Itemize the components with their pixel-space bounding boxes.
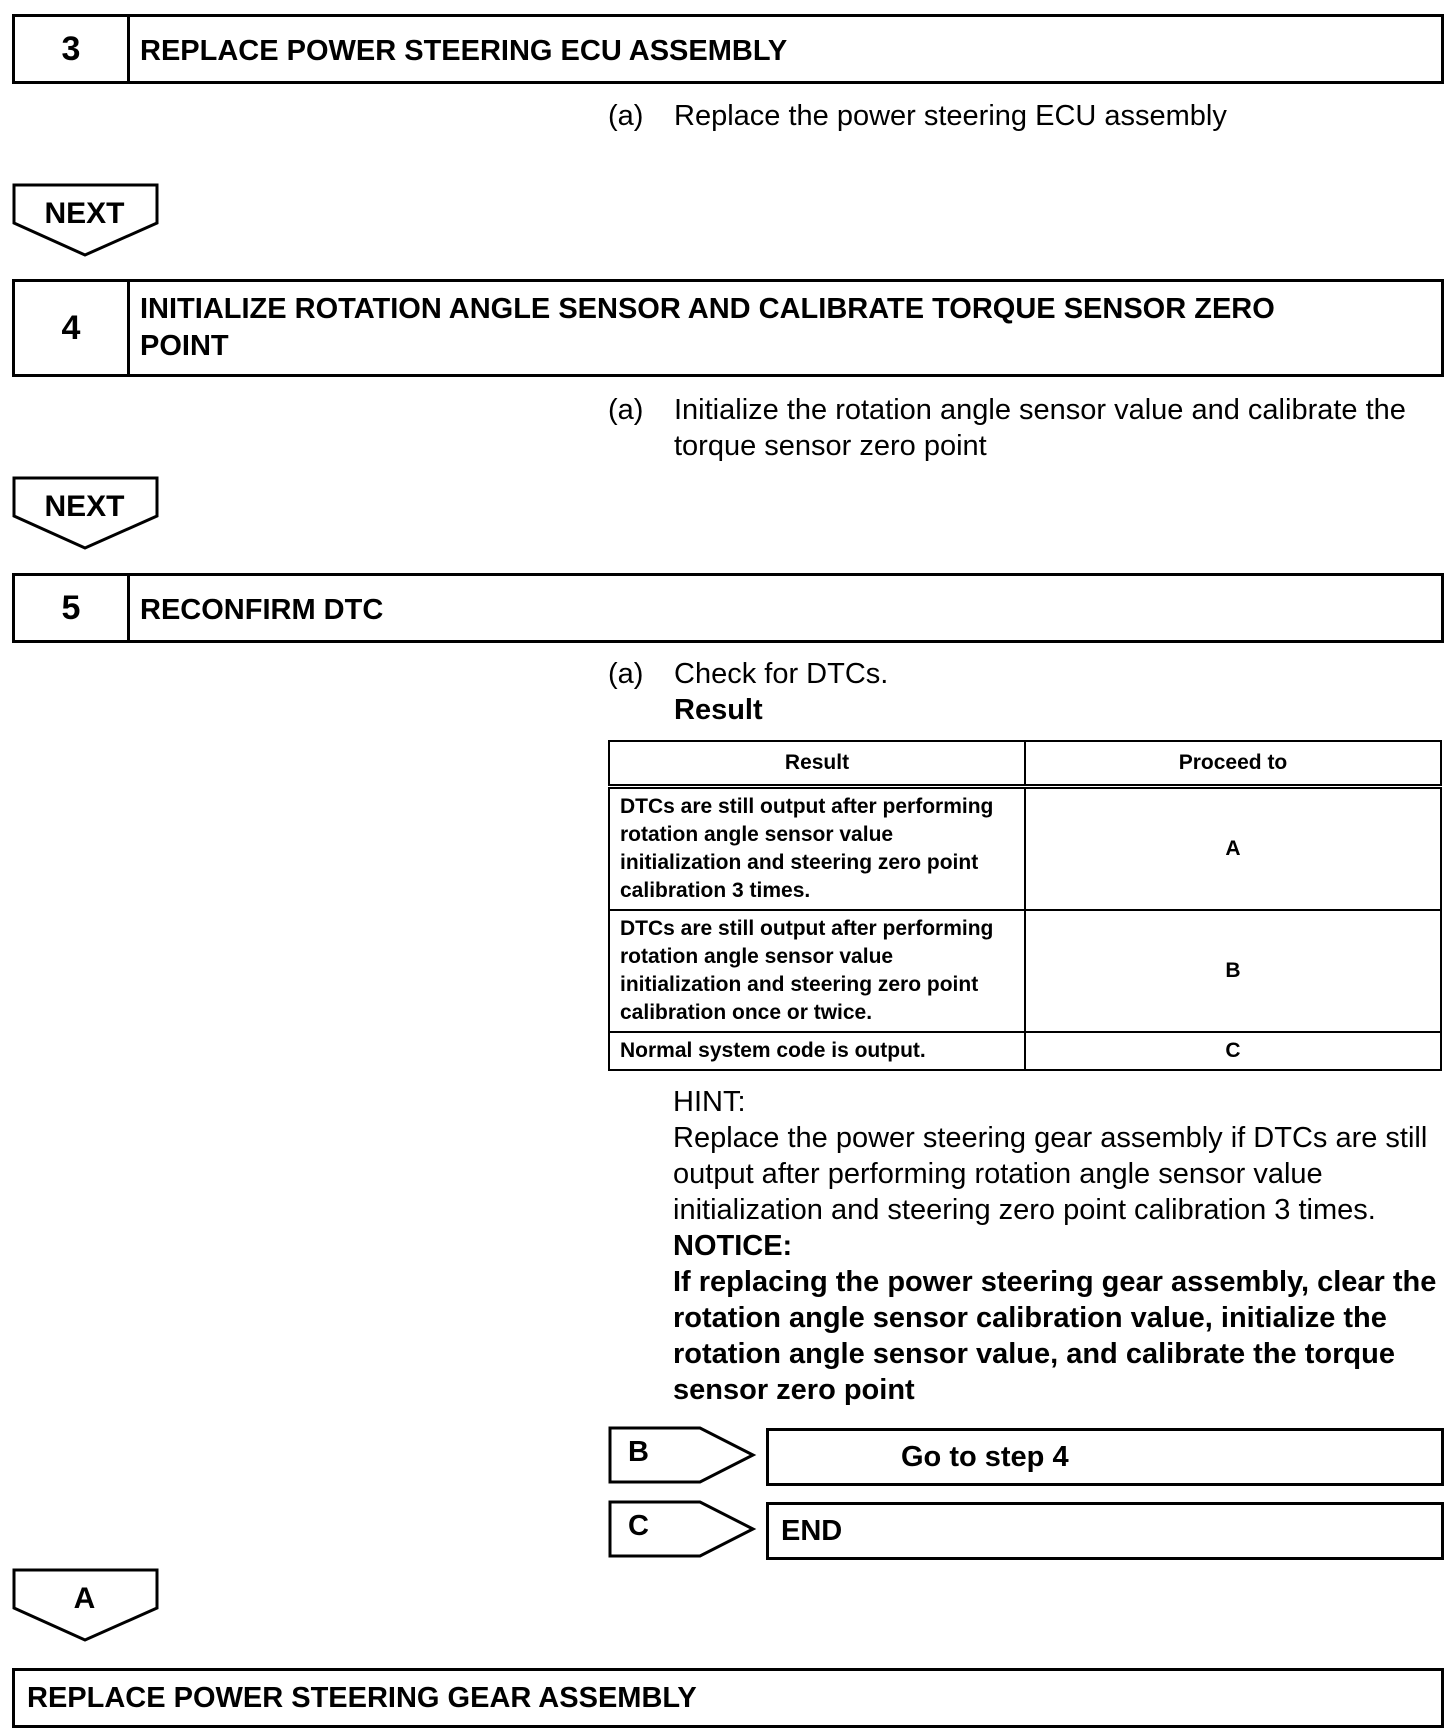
step-5-item-a bbox=[608, 656, 1448, 728]
next-label: NEXT bbox=[44, 197, 125, 230]
step-number: 5 bbox=[15, 576, 130, 640]
branch-action: END bbox=[781, 1514, 843, 1547]
branch-code: B bbox=[628, 1436, 649, 1468]
result-cell: DTCs are still output after performing rotation angle sensor value initialization and steering zero point calibration 3 times. bbox=[609, 787, 1025, 911]
hint-label: HINT: bbox=[673, 1086, 746, 1118]
item-label: (a) bbox=[608, 394, 644, 426]
result-cell: DTCs are still output after performing rotation angle sensor value initialization and steering zero point calibration once or twice. bbox=[609, 910, 1025, 1032]
result-table bbox=[608, 740, 1442, 1071]
branch-b-action bbox=[766, 1428, 1444, 1486]
item-label: (a) bbox=[608, 658, 644, 690]
a-marker bbox=[12, 1568, 162, 1648]
step-3-header bbox=[12, 14, 1444, 84]
result-heading: Result bbox=[674, 694, 763, 726]
notice-label: NOTICE: bbox=[673, 1230, 793, 1262]
step-4-item-a bbox=[608, 392, 1448, 464]
result-table-wrap bbox=[608, 740, 1442, 1071]
final-step-header bbox=[12, 1668, 1444, 1728]
proceed-cell: C bbox=[1025, 1032, 1441, 1070]
notice-text: If replacing the power steering gear assembly, clear the rotation angle sensor calibration value, initialize the rotation angle sensor value, and calibrate the torque sensor zero point bbox=[673, 1266, 1437, 1406]
table-header-row bbox=[609, 741, 1441, 787]
step-4-header bbox=[12, 279, 1444, 377]
hint-block bbox=[673, 1084, 1453, 1408]
table-row bbox=[609, 787, 1441, 911]
step-5-header bbox=[12, 573, 1444, 643]
next-marker-2 bbox=[12, 476, 162, 556]
step-title: RECONFIRM DTC bbox=[140, 594, 384, 626]
result-cell: Normal system code is output. bbox=[609, 1032, 1025, 1070]
hint-text: Replace the power steering gear assembly if DTCs are still output after performing rotation angle sensor value initialization and steering zero point calibration 3 times. bbox=[673, 1122, 1428, 1226]
step-3-item-a bbox=[608, 98, 1448, 134]
step-title: REPLACE POWER STEERING ECU ASSEMBLY bbox=[140, 35, 788, 67]
item-label: (a) bbox=[608, 100, 644, 132]
branch-code: C bbox=[628, 1510, 649, 1542]
branch-b-marker bbox=[608, 1426, 758, 1486]
table-row bbox=[609, 910, 1441, 1032]
column-header-proceed: Proceed to bbox=[1025, 741, 1441, 787]
column-header-result: Result bbox=[609, 741, 1025, 787]
proceed-cell: B bbox=[1025, 910, 1441, 1032]
step-number: 3 bbox=[15, 17, 130, 81]
item-text: Initialize the rotation angle sensor value and calibrate the torque sensor zero point bbox=[674, 394, 1406, 462]
final-step-title: REPLACE POWER STEERING GEAR ASSEMBLY bbox=[27, 1681, 697, 1714]
step-title: INITIALIZE ROTATION ANGLE SENSOR AND CALIBRATE TORQUE SENSOR ZERO POINT bbox=[140, 293, 1275, 362]
item-text: Check for DTCs. bbox=[674, 658, 889, 690]
proceed-cell: A bbox=[1025, 787, 1441, 911]
a-label: A bbox=[73, 1582, 96, 1615]
step-number: 4 bbox=[15, 282, 130, 374]
item-text: Replace the power steering ECU assembly bbox=[674, 100, 1227, 132]
next-marker-1 bbox=[12, 183, 162, 263]
branch-c-marker bbox=[608, 1500, 758, 1560]
next-label: NEXT bbox=[44, 490, 125, 523]
branch-c-action bbox=[766, 1502, 1444, 1560]
table-row bbox=[609, 1032, 1441, 1070]
branch-action: Go to step 4 bbox=[901, 1440, 1069, 1473]
